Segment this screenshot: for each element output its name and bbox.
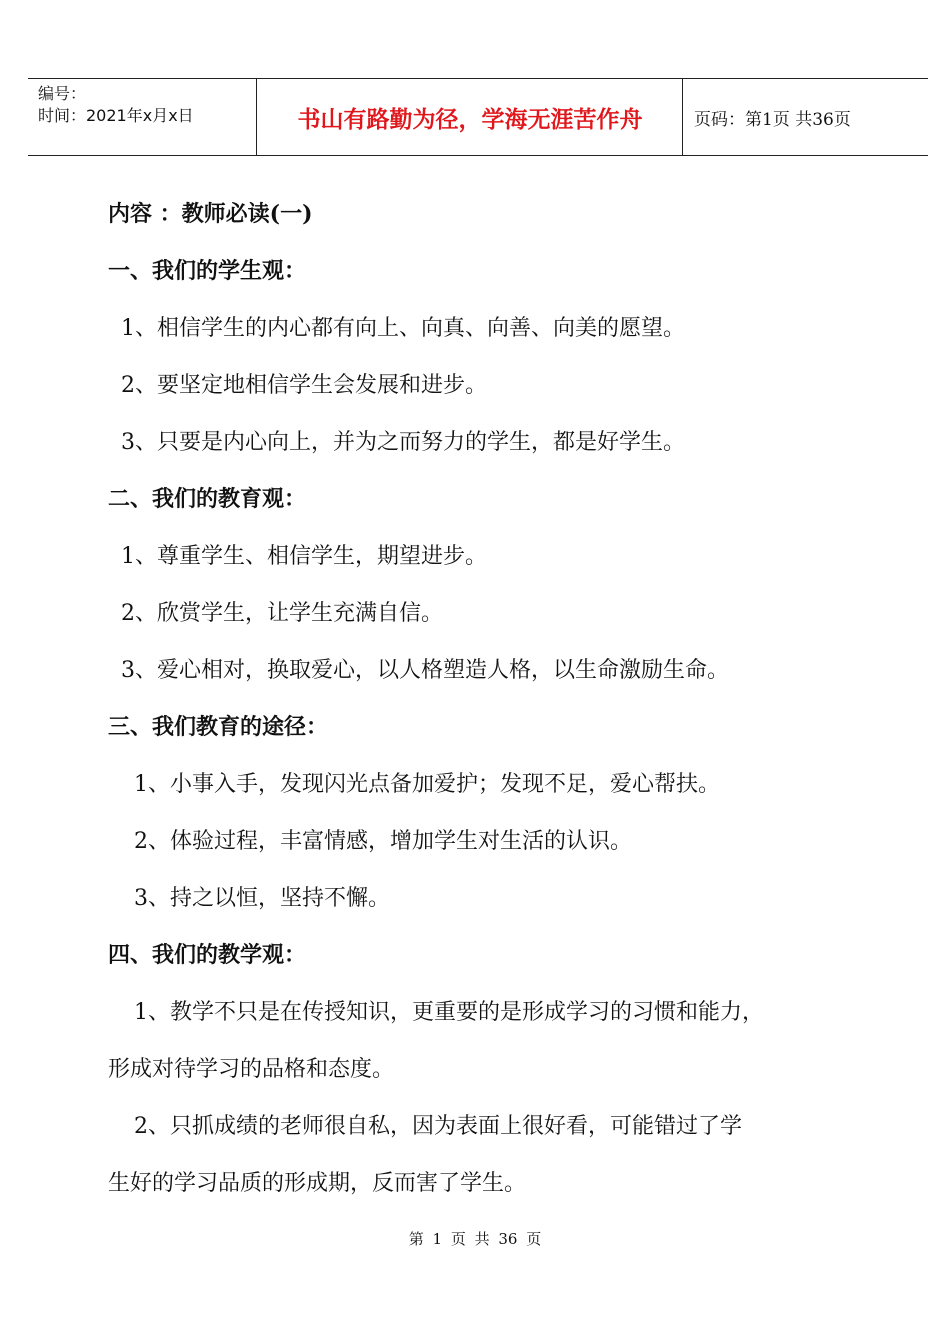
page-footer: 第 1 页 共 36 页 bbox=[408, 1230, 542, 1248]
header-meta bbox=[38, 83, 194, 127]
list-item: 2、体验过程，丰富情感，增加学生对生活的认识。 bbox=[134, 829, 632, 854]
header-number-label: 编号： bbox=[38, 84, 87, 103]
paragraph-line: 1、教学不只是在传授知识，更重要的是形成学习的习惯和能力， bbox=[134, 1000, 764, 1025]
section-heading: 四、我们的教学观： bbox=[108, 942, 307, 968]
section-heading: 三、我们教育的途径： bbox=[108, 714, 329, 740]
paragraph-line: 形成对待学习的品格和态度。 bbox=[108, 1057, 395, 1082]
header-divider-right bbox=[682, 79, 683, 155]
header-time-label: 时间：2021年x月x日 bbox=[38, 106, 194, 125]
list-item: 3、持之以恒，坚持不懈。 bbox=[134, 886, 390, 911]
document-body bbox=[108, 186, 848, 1212]
paragraph-line: 生好的学习品质的形成期，反而害了学生。 bbox=[108, 1171, 527, 1196]
section-heading: 一、我们的学生观： bbox=[108, 258, 307, 284]
list-item: 1、相信学生的内心都有向上、向真、向善、向美的愿望。 bbox=[121, 316, 685, 341]
list-item: 3、爱心相对，换取爱心，以人格塑造人格，以生命激励生命。 bbox=[121, 658, 729, 683]
document-header bbox=[28, 78, 928, 156]
header-motto: 书山有路勤为径，学海无涯苦作舟 bbox=[297, 106, 643, 133]
paragraph-line: 2、只抓成绩的老师很自私，因为表面上很好看，可能错过了学 bbox=[134, 1114, 742, 1139]
list-item: 3、只要是内心向上，并为之而努力的学生，都是好学生。 bbox=[121, 430, 685, 455]
list-item: 1、小事入手，发现闪光点备加爱护；发现不足，爱心帮扶。 bbox=[134, 772, 720, 797]
list-item: 2、要坚定地相信学生会发展和进步。 bbox=[121, 373, 487, 398]
list-item: 1、尊重学生、相信学生，期望进步。 bbox=[121, 544, 487, 569]
list-item: 2、欣赏学生，让学生充满自信。 bbox=[121, 601, 443, 626]
section-heading: 二、我们的教育观： bbox=[108, 486, 307, 512]
header-page-info: 页码：第1页 共36页 bbox=[694, 109, 851, 130]
document-title: 内容 ：教师必读(一) bbox=[108, 201, 313, 227]
